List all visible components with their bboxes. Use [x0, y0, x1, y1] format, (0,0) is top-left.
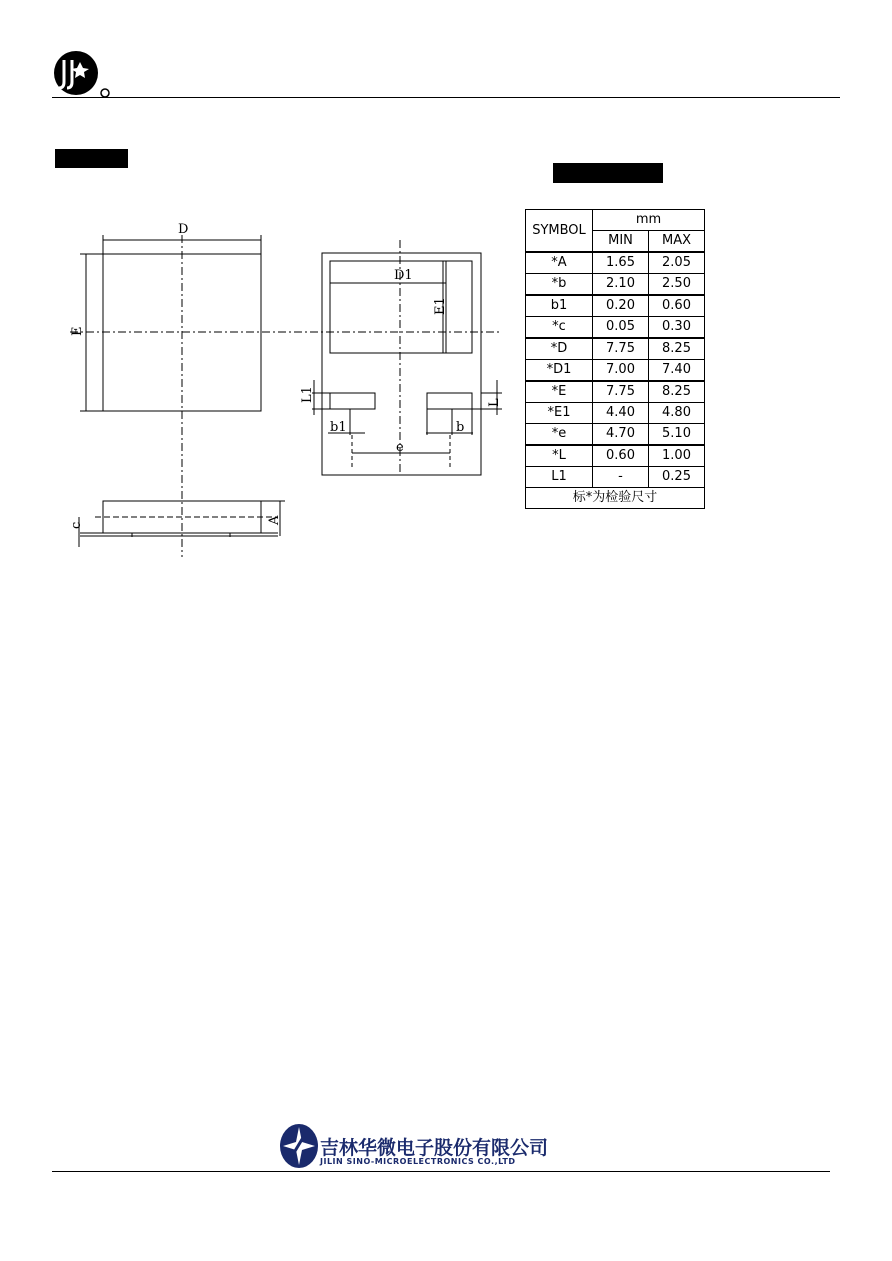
row-symbol: *L	[526, 445, 593, 467]
header-rule	[52, 97, 840, 98]
row-max: 0.60	[649, 295, 705, 317]
row-min: 0.60	[593, 445, 649, 467]
table-row	[526, 381, 705, 403]
dim-label-e-pitch: e	[396, 440, 404, 455]
table-row	[526, 424, 705, 446]
dim-label-b: b	[456, 420, 465, 435]
row-max: 8.25	[649, 338, 705, 360]
dim-label-e: E	[70, 326, 85, 336]
table-header-unit: mm	[593, 210, 705, 231]
table-row	[526, 295, 705, 317]
row-max: 1.00	[649, 445, 705, 467]
company-name-en: JILIN SINO-MICROELECTRONICS CO.,LTD	[320, 1157, 516, 1166]
row-min: 0.20	[593, 295, 649, 317]
table-row	[526, 252, 705, 274]
row-min: 0.05	[593, 317, 649, 339]
redacted-label-left	[55, 149, 128, 168]
company-name-cn: 吉林华微电子股份有限公司	[320, 1137, 549, 1159]
dim-label-l1: L1	[300, 386, 315, 403]
table-row	[526, 338, 705, 360]
redacted-label-right	[553, 163, 663, 183]
dim-label-l: L	[487, 398, 502, 407]
row-symbol: *A	[526, 252, 593, 274]
row-min: 7.00	[593, 360, 649, 382]
row-max: 0.30	[649, 317, 705, 339]
dim-label-c: c	[69, 521, 84, 529]
row-min: 2.10	[593, 274, 649, 296]
row-symbol: *D1	[526, 360, 593, 382]
jsm-logo-icon	[52, 50, 112, 100]
table-row	[526, 317, 705, 339]
row-min: 7.75	[593, 381, 649, 403]
row-max: 5.10	[649, 424, 705, 446]
footer-rule	[52, 1171, 830, 1172]
row-symbol: *E	[526, 381, 593, 403]
row-max: 0.25	[649, 467, 705, 488]
table-row	[526, 403, 705, 424]
dim-label-a: A	[267, 515, 282, 525]
row-symbol: *b	[526, 274, 593, 296]
dim-label-e1: E1	[433, 297, 448, 315]
row-max: 8.25	[649, 381, 705, 403]
table-header-min: MIN	[593, 231, 649, 253]
row-symbol: b1	[526, 295, 593, 317]
table-row	[526, 274, 705, 296]
dimensions-table	[525, 209, 705, 509]
row-max: 2.50	[649, 274, 705, 296]
table-row	[526, 467, 705, 488]
row-min: 4.70	[593, 424, 649, 446]
table-header-max: MAX	[649, 231, 705, 253]
dim-label-d1: D1	[394, 268, 413, 283]
table-row	[526, 445, 705, 467]
dim-label-b1: b1	[330, 420, 347, 435]
table-row	[526, 360, 705, 382]
table-header-symbol: SYMBOL	[526, 210, 593, 253]
row-symbol: L1	[526, 467, 593, 488]
dim-label-d: D	[178, 222, 189, 237]
row-symbol: *c	[526, 317, 593, 339]
row-symbol: *e	[526, 424, 593, 446]
row-symbol: *E1	[526, 403, 593, 424]
row-max: 4.80	[649, 403, 705, 424]
row-min: 1.65	[593, 252, 649, 274]
row-min: 4.40	[593, 403, 649, 424]
row-max: 2.05	[649, 252, 705, 274]
sino-micro-star-icon	[279, 1123, 319, 1169]
row-min: -	[593, 467, 649, 488]
row-max: 7.40	[649, 360, 705, 382]
table-footer-note: 标*为检验尺寸	[526, 488, 705, 509]
row-min: 7.75	[593, 338, 649, 360]
package-outline-drawing	[50, 222, 510, 560]
row-symbol: *D	[526, 338, 593, 360]
